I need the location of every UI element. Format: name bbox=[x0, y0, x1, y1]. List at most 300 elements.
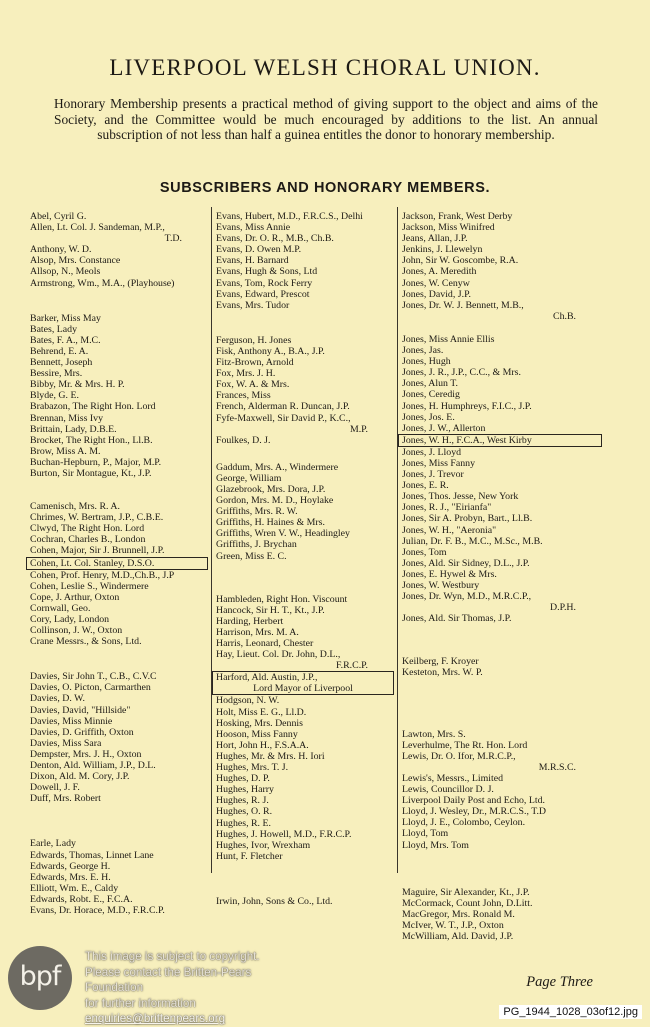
member-entry bbox=[402, 613, 602, 624]
member-entry bbox=[216, 818, 394, 829]
member-name: Lewis's, Messrs., Limited bbox=[402, 772, 504, 784]
member-name: Davies, Miss Sara bbox=[30, 737, 102, 749]
member-name: Jones, W. Westbury bbox=[402, 580, 480, 591]
member-entry bbox=[216, 638, 394, 649]
member-entry bbox=[402, 558, 602, 569]
member-name: Jones, J. Lloyd bbox=[402, 446, 462, 458]
member-name: McIver, W. T., J.P., Oxton bbox=[402, 919, 504, 931]
member-entry bbox=[402, 740, 602, 751]
member-entry bbox=[402, 898, 602, 909]
member-name: Brocket, The Right Hon., Ll.B. bbox=[30, 434, 153, 446]
member-entry bbox=[402, 211, 602, 222]
member-entry bbox=[216, 729, 394, 740]
member-entry bbox=[402, 255, 602, 266]
member-name: Griffiths, H. Haines & Mrs. bbox=[216, 517, 325, 529]
member-name: Griffiths, Wren V. W., Headingley bbox=[216, 528, 350, 540]
member-name: Cochran, Charles B., London bbox=[30, 534, 146, 546]
member-name-continued: M.R.S.C. bbox=[538, 761, 576, 773]
member-name: Hughes, D. P. bbox=[216, 773, 270, 785]
member-name: Denton, Ald. William, J.P., D.L. bbox=[30, 760, 156, 772]
column-divider bbox=[397, 207, 398, 873]
member-entry bbox=[26, 557, 208, 570]
member-name: Blyde, G. E. bbox=[30, 390, 79, 402]
member-name: Davies, Miss Minnie bbox=[30, 715, 113, 727]
member-name: Anthony, W. D. bbox=[30, 244, 92, 256]
member-entry bbox=[30, 222, 208, 244]
member-entry bbox=[216, 379, 394, 390]
intro-paragraph: Honorary Membership presents a practical method of giving support to the object and aims of the Society, and the Committee would be much encouraged by additions to the list. An annual subscription of not less than half a guinea entitles the donor to honorary membership. bbox=[54, 96, 598, 143]
member-entry bbox=[402, 233, 602, 244]
member-entry bbox=[30, 614, 208, 625]
member-entry bbox=[216, 266, 394, 277]
member-name: Hort, John H., F.S.A.A. bbox=[216, 739, 309, 751]
member-entry bbox=[216, 627, 394, 638]
member-entry bbox=[402, 389, 602, 400]
member-name: Jackson, Frank, West Derby bbox=[402, 211, 513, 222]
member-entry bbox=[30, 335, 208, 346]
member-entry bbox=[216, 773, 394, 784]
member-entry bbox=[216, 346, 394, 357]
member-name: Jones, Ald. Sir Thomas, J.P. bbox=[402, 613, 512, 625]
member-entry bbox=[402, 423, 602, 434]
copyright-line: Please contact the Britten-Pears Foundation bbox=[85, 965, 252, 995]
member-entry bbox=[216, 435, 394, 446]
member-entry bbox=[30, 357, 208, 368]
member-entry bbox=[402, 491, 602, 502]
member-name: Jones, Alun T. bbox=[402, 378, 458, 390]
member-name: Griffiths, J. Brychan bbox=[216, 539, 297, 551]
member-entry bbox=[30, 390, 208, 401]
member-name: Evans, Mrs. Tudor bbox=[216, 299, 290, 311]
member-name: Glazebrook, Mrs. Dora, J.P. bbox=[216, 483, 326, 495]
member-name: Jackson, Miss Winifred bbox=[402, 222, 495, 234]
member-entry bbox=[216, 413, 394, 435]
member-entry bbox=[30, 368, 208, 379]
member-entry bbox=[216, 594, 394, 605]
member-name: Evans, D. Owen M.P. bbox=[216, 244, 302, 256]
member-entry bbox=[216, 484, 394, 495]
member-entry bbox=[402, 401, 602, 412]
member-name: Harris, Leonard, Chester bbox=[216, 638, 314, 649]
member-name: Jones, Thos. Jesse, New York bbox=[402, 491, 519, 503]
member-entry bbox=[216, 840, 394, 851]
member-name: Brabazon, The Right Hon. Lord bbox=[30, 401, 156, 413]
member-name: Hughes, R. J. bbox=[216, 795, 269, 807]
member-name: French, Alderman R. Duncan, J.P. bbox=[216, 401, 350, 413]
member-entry bbox=[216, 795, 394, 806]
member-entry bbox=[30, 838, 208, 849]
member-entry bbox=[30, 313, 208, 324]
member-entry bbox=[30, 244, 208, 255]
member-entry bbox=[30, 716, 208, 727]
member-entry bbox=[30, 603, 208, 614]
member-name: Jones, Hugh bbox=[402, 356, 451, 368]
member-entry bbox=[402, 502, 602, 513]
member-entry bbox=[402, 447, 602, 458]
member-name: Evans, Hugh & Sons, Ltd bbox=[216, 266, 318, 278]
member-entry bbox=[216, 718, 394, 729]
member-name: Hughes, R. E. bbox=[216, 817, 271, 829]
member-name: Fox, Mrs. J. H. bbox=[216, 368, 276, 380]
member-entry bbox=[216, 896, 394, 907]
member-name: Fox, W. A. & Mrs. bbox=[216, 379, 290, 391]
member-name: Holt, Miss E. G., Ll.D. bbox=[216, 706, 307, 718]
member-name: Jeans, Allan, J.P. bbox=[402, 233, 468, 245]
member-entry bbox=[30, 545, 208, 556]
member-name: Fitz-Brown, Arnold bbox=[216, 357, 294, 369]
member-entry bbox=[402, 244, 602, 255]
member-name: Leverhulme, The Rt. Hon. Lord bbox=[402, 739, 528, 751]
member-name: Bennett, Joseph bbox=[30, 357, 93, 369]
member-entry bbox=[402, 887, 602, 898]
member-name: Edwards, George H. bbox=[30, 860, 111, 872]
member-name: Hughes, O. R. bbox=[216, 806, 273, 818]
member-entry bbox=[30, 523, 208, 534]
member-name-continued: M.P. bbox=[349, 423, 368, 435]
member-entry bbox=[402, 278, 602, 289]
member-entry bbox=[402, 920, 602, 931]
member-name: Davies, Sir John T., C.B., C.V.C bbox=[30, 671, 157, 683]
member-entry bbox=[402, 378, 602, 389]
member-name: Lloyd, Tom bbox=[402, 828, 449, 840]
member-entry bbox=[30, 424, 208, 435]
member-name: Fisk, Anthony A., B.A., J.P. bbox=[216, 345, 325, 357]
member-entry bbox=[402, 458, 602, 469]
member-name: Duff, Mrs. Robert bbox=[30, 793, 101, 805]
member-name: Behrend, E. A. bbox=[30, 345, 89, 357]
member-entry bbox=[30, 468, 208, 479]
member-name-continued: D.P.H. bbox=[550, 602, 576, 614]
member-entry bbox=[212, 671, 394, 695]
member-name: Jones, W. H., F.C.A., West Kirby bbox=[402, 434, 532, 446]
member-entry bbox=[402, 300, 602, 322]
member-entry bbox=[402, 591, 602, 613]
member-entry bbox=[216, 244, 394, 255]
member-name: Alsop, Mrs. Constance bbox=[30, 255, 121, 267]
member-name: Bibby, Mr. & Mrs. H. P. bbox=[30, 379, 125, 391]
member-name: Cohen, Major, Sir J. Brunnell, J.P. bbox=[30, 545, 165, 557]
member-entry bbox=[30, 850, 208, 861]
member-entry bbox=[402, 356, 602, 367]
member-entry bbox=[402, 513, 602, 524]
member-name: Brow, Miss A. M. bbox=[30, 445, 101, 457]
member-entry bbox=[402, 729, 602, 740]
member-entry bbox=[216, 605, 394, 616]
member-name: Jones, E. Hywel & Mrs. bbox=[402, 568, 497, 580]
member-entry bbox=[216, 506, 394, 517]
member-name: Collinson, J. W., Oxton bbox=[30, 625, 123, 637]
member-name: Cohen, Lt. Col. Stanley, D.S.O. bbox=[30, 557, 155, 569]
member-name: Crane Messrs., & Sons, Ltd. bbox=[30, 636, 142, 648]
member-entry bbox=[30, 401, 208, 412]
member-name: Evans, Hubert, M.D., F.R.C.S., Delhi bbox=[216, 211, 363, 222]
member-entry bbox=[402, 289, 602, 300]
member-name: Hosking, Mrs. Dennis bbox=[216, 717, 303, 729]
member-entry bbox=[30, 883, 208, 894]
member-name: Jones, Miss Annie Ellis bbox=[402, 333, 495, 345]
member-entry bbox=[402, 412, 602, 423]
member-name: Bessire, Mrs. bbox=[30, 368, 83, 380]
member-name: Jones, Dr. Wyn, M.D., M.R.C.P., bbox=[402, 591, 532, 603]
member-name: Lloyd, Mrs. Tom bbox=[402, 839, 469, 851]
member-entry bbox=[30, 894, 208, 905]
member-entry bbox=[402, 806, 602, 817]
member-entry bbox=[30, 905, 208, 916]
member-name: Cory, Lady, London bbox=[30, 614, 110, 625]
member-name: Elliott, Wm. E., Caldy bbox=[30, 882, 119, 894]
member-name: John, Sir W. Goscombe, R.A. bbox=[402, 255, 519, 267]
member-name: Cohen, Prof. Henry, M.D.,Ch.B., J.P bbox=[30, 569, 175, 581]
member-entry bbox=[30, 446, 208, 457]
member-entry bbox=[30, 457, 208, 468]
member-name: McCormack, Count John, D.Litt. bbox=[402, 897, 533, 909]
member-name: Hodgson, N. W. bbox=[216, 695, 280, 707]
member-name: Liverpool Daily Post and Echo, Ltd. bbox=[402, 795, 545, 807]
member-name-continued: T.D. bbox=[164, 233, 182, 245]
member-name: Jones, David, J.P. bbox=[402, 288, 471, 300]
member-name: Gaddum, Mrs. A., Windermere bbox=[216, 461, 339, 473]
member-entry bbox=[30, 782, 208, 793]
member-name: Jones, W. Cenyw bbox=[402, 277, 470, 289]
column-divider bbox=[211, 207, 212, 873]
member-name: Hooson, Miss Fanny bbox=[216, 728, 298, 740]
member-name: Kesteton, Mrs. W. P. bbox=[402, 667, 483, 679]
member-name: Hughes, Harry bbox=[216, 784, 274, 796]
member-entry bbox=[30, 705, 208, 716]
member-name: Hughes, Ivor, Wrexham bbox=[216, 839, 311, 851]
member-entry bbox=[30, 738, 208, 749]
member-name: Hay, Lieut. Col. Dr. John, D.L., bbox=[216, 649, 341, 661]
member-name-continued: F.R.C.P. bbox=[335, 660, 368, 672]
member-name: Bates, F. A., M.C. bbox=[30, 334, 101, 346]
member-name: Hambleden, Right Hon. Viscount bbox=[216, 593, 348, 605]
member-entry bbox=[216, 368, 394, 379]
member-name: Hancock, Sir H. T., Kt., J.P. bbox=[216, 604, 325, 616]
member-entry bbox=[216, 707, 394, 718]
member-name: Gordon, Mrs. M. D., Hoylake bbox=[216, 495, 334, 507]
page-number: Page Three bbox=[526, 974, 593, 990]
member-entry bbox=[216, 751, 394, 762]
member-name: Cope, J. Arthur, Oxton bbox=[30, 591, 120, 603]
member-entry bbox=[216, 289, 394, 300]
member-entry bbox=[402, 784, 602, 795]
member-name: Buchan-Hepburn, P., Major, M.P. bbox=[30, 456, 162, 468]
member-name: Evans, Dr. O. R., M.B., Ch.B. bbox=[216, 233, 334, 245]
member-entry bbox=[216, 473, 394, 484]
member-name: Jones, Tom bbox=[402, 546, 447, 558]
member-name: Allsop, N., Meols bbox=[30, 266, 101, 278]
member-name: Lewis, Dr. O. Ifor, M.R.C.P., bbox=[402, 750, 516, 762]
member-entry bbox=[30, 278, 208, 289]
member-name: Abel, Cyril G. bbox=[30, 211, 87, 222]
member-entry bbox=[216, 528, 394, 539]
member-name: Jones, Ceredig bbox=[402, 389, 460, 401]
member-entry bbox=[30, 861, 208, 872]
member-entry bbox=[216, 851, 394, 862]
member-name: Barker, Miss May bbox=[30, 312, 101, 324]
copyright-notice bbox=[85, 949, 305, 1027]
page-title: LIVERPOOL WELSH CHORAL UNION. bbox=[109, 55, 541, 80]
member-entry bbox=[216, 462, 394, 473]
members-column-3 bbox=[402, 211, 602, 942]
member-name: Green, Miss E. C. bbox=[216, 550, 287, 562]
member-name: Irwin, John, Sons & Co., Ltd. bbox=[216, 895, 333, 907]
member-name: Chrimes, W. Bertram, J.P., C.B.E. bbox=[30, 512, 164, 524]
member-name: Edwards, Robt. E., F.C.A. bbox=[30, 893, 133, 905]
member-entry bbox=[30, 682, 208, 693]
member-name: Jones, Dr. W. J. Bennett, M.B., bbox=[402, 299, 524, 311]
member-entry bbox=[216, 806, 394, 817]
member-entry bbox=[216, 211, 394, 222]
member-entry bbox=[30, 534, 208, 545]
member-name: Hughes, J. Howell, M.D., F.R.C.P. bbox=[216, 828, 352, 840]
member-name: Dowell, J. F. bbox=[30, 782, 80, 794]
member-name: Allen, Lt. Col. J. Sandeman, M.P., bbox=[30, 222, 165, 234]
member-entry bbox=[30, 581, 208, 592]
member-name: George, William bbox=[216, 472, 282, 484]
member-name: Evans, Miss Annie bbox=[216, 222, 291, 234]
member-entry bbox=[30, 211, 208, 222]
member-entry bbox=[402, 569, 602, 580]
member-entry bbox=[30, 255, 208, 266]
member-entry bbox=[216, 255, 394, 266]
member-entry bbox=[402, 345, 602, 356]
member-entry bbox=[216, 357, 394, 368]
member-name: Foulkes, D. J. bbox=[216, 434, 271, 446]
member-entry bbox=[30, 793, 208, 804]
members-column-2 bbox=[216, 211, 394, 907]
member-name: Evans, Dr. Horace, M.D., F.R.C.P. bbox=[30, 904, 165, 916]
member-entry bbox=[30, 570, 208, 581]
member-entry bbox=[30, 346, 208, 357]
member-entry bbox=[216, 695, 394, 706]
member-name: Lloyd, J. E., Colombo, Ceylon. bbox=[402, 817, 526, 829]
member-name: Brittain, Lady, D.B.E. bbox=[30, 423, 117, 435]
member-entry bbox=[216, 335, 394, 346]
member-name: Dixon, Ald. M. Cory, J.P. bbox=[30, 771, 130, 783]
member-name: Lewis, Councillor D. J. bbox=[402, 784, 494, 796]
member-name: Frances, Miss bbox=[216, 390, 271, 402]
member-entry bbox=[402, 334, 602, 345]
member-name: Earle, Lady bbox=[30, 838, 76, 850]
member-entry bbox=[402, 222, 602, 233]
contact-email-link[interactable]: enquiries@brittenpears.org bbox=[85, 1012, 226, 1026]
member-entry bbox=[402, 795, 602, 806]
member-name: McWilliam, Ald. David, J.P. bbox=[402, 930, 514, 942]
member-entry bbox=[216, 495, 394, 506]
member-name: MacGregor, Mrs. Ronald M. bbox=[402, 908, 515, 920]
member-name: Lawton, Mrs. S. bbox=[402, 728, 466, 740]
member-name: Harding, Herbert bbox=[216, 615, 284, 627]
member-name: Armstrong, Wm., M.A., (Playhouse) bbox=[30, 277, 175, 289]
copyright-line: This image is subject to copyright. bbox=[85, 950, 260, 963]
member-name: Edwards, Mrs. E. H. bbox=[30, 871, 111, 883]
member-name: Keilberg, F. Kroyer bbox=[402, 656, 479, 668]
member-name: Edwards, Thomas, Linnet Lane bbox=[30, 849, 154, 861]
member-name: Jones, J. R., J.P., C.C., & Mrs. bbox=[402, 367, 521, 379]
member-entry bbox=[30, 379, 208, 390]
member-entry bbox=[30, 512, 208, 523]
member-name-continued: Lord Mayor of Liverpool bbox=[253, 683, 353, 695]
member-name: Jones, J. W., Allerton bbox=[402, 422, 486, 434]
member-entry bbox=[402, 266, 602, 277]
member-name: Julian, Dr. F. B., M.C., M.Sc., M.B. bbox=[402, 535, 543, 547]
member-entry bbox=[30, 501, 208, 512]
member-entry bbox=[216, 740, 394, 751]
member-entry bbox=[216, 829, 394, 840]
member-name: Cornwall, Geo. bbox=[30, 602, 91, 614]
member-name: Maguire, Sir Alexander, Kt., J.P. bbox=[402, 886, 530, 898]
member-name: Jones, Ald. Sir Sidney, D.L., J.P. bbox=[402, 557, 530, 569]
member-name: Jones, W. H., "Aeronia" bbox=[402, 524, 497, 536]
member-name: Jones, Jas. bbox=[402, 345, 444, 357]
member-entry bbox=[402, 656, 602, 667]
member-name: Cohen, Leslie S., Windermere bbox=[30, 580, 149, 592]
member-name: Jones, J. Trevor bbox=[402, 469, 464, 481]
member-name: Jones, A. Meredith bbox=[402, 266, 477, 278]
member-entry bbox=[30, 771, 208, 782]
member-name: Griffiths, Mrs. R. W. bbox=[216, 506, 298, 518]
section-subtitle: SUBSCRIBERS AND HONORARY MEMBERS. bbox=[159, 180, 491, 196]
member-entry bbox=[216, 300, 394, 311]
member-name: Jones, E. R. bbox=[402, 480, 449, 492]
member-entry bbox=[398, 434, 602, 447]
member-entry bbox=[216, 222, 394, 233]
member-name: Harford, Ald. Austin, J.P., bbox=[216, 672, 318, 684]
member-entry bbox=[30, 413, 208, 424]
member-name: Jones, Jos. E. bbox=[402, 411, 455, 423]
member-entry bbox=[402, 367, 602, 378]
member-entry bbox=[30, 872, 208, 883]
member-name: Jones, R. J., "Eirianfa" bbox=[402, 502, 492, 514]
member-name: Camenisch, Mrs. R. A. bbox=[30, 501, 120, 513]
member-entry bbox=[30, 266, 208, 277]
member-name: Hughes, Mrs. T. J. bbox=[216, 762, 289, 774]
member-name: Clwyd, The Right Hon. Lord bbox=[30, 523, 145, 535]
member-entry bbox=[402, 817, 602, 828]
member-name: Ferguson, H. Jones bbox=[216, 334, 292, 346]
member-name: Fyfe-Maxwell, Sir David P., K.C., bbox=[216, 412, 351, 424]
member-entry bbox=[216, 401, 394, 412]
member-entry bbox=[402, 931, 602, 942]
member-entry bbox=[216, 233, 394, 244]
copyright-line: for further information bbox=[85, 996, 196, 1010]
member-entry bbox=[402, 580, 602, 591]
member-name: Jones, Sir A. Probyn, Bart., Ll.B. bbox=[402, 513, 533, 525]
member-entry bbox=[402, 536, 602, 547]
file-code-label: PG_1944_1028_03of12.jpg bbox=[499, 1005, 642, 1019]
member-entry bbox=[402, 480, 602, 491]
member-name: Hunt, F. Fletcher bbox=[216, 850, 283, 862]
member-entry bbox=[30, 727, 208, 738]
member-entry bbox=[30, 760, 208, 771]
member-entry bbox=[30, 435, 208, 446]
member-entry bbox=[30, 749, 208, 760]
member-name: Davies, O. Picton, Carmarthen bbox=[30, 682, 151, 694]
member-entry bbox=[30, 671, 208, 682]
member-entry bbox=[402, 751, 602, 773]
member-entry bbox=[216, 390, 394, 401]
member-entry bbox=[30, 693, 208, 704]
copyright-footer bbox=[0, 944, 650, 1024]
member-name: Dempster, Mrs. J. H., Oxton bbox=[30, 748, 142, 760]
member-entry bbox=[402, 667, 602, 678]
bpf-logo: bpf bbox=[8, 946, 72, 1010]
member-name: Bates, Lady bbox=[30, 323, 78, 335]
member-entry bbox=[216, 762, 394, 773]
member-entry bbox=[30, 324, 208, 335]
member-entry bbox=[402, 469, 602, 480]
